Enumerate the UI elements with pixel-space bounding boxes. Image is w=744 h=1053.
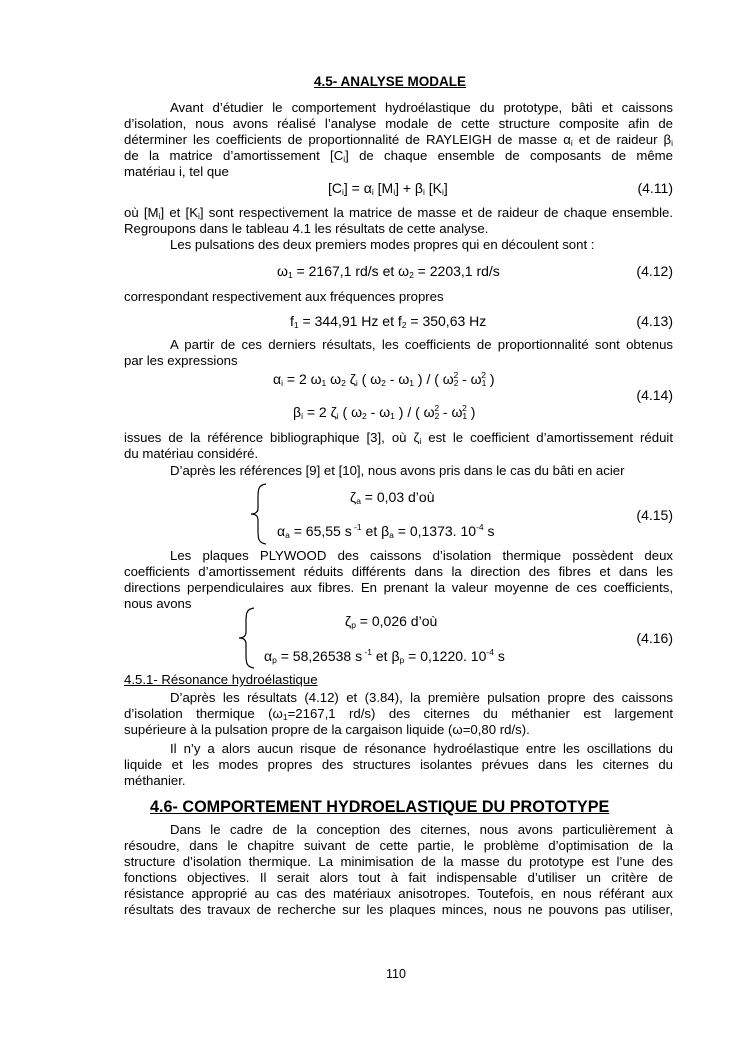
equation-4-15-zeta: $\zeta_a = 0,03$ d’où [350,489,435,506]
equation-number: (4.15) [636,507,673,523]
equation-number: (4.16) [636,630,673,646]
equation-4-12: $\omega_1 = 2167,1$ rd/s et $\omega_2 = 2203,1$ rd/s [277,263,500,280]
paragraph-line: déterminer les coefficients de proportionnalité de RAYLEIGH de masse $\alpha_i$ et de raideur $\beta_i$ [124,132,673,148]
paragraph-line: matériau i, tel que [124,164,229,179]
paragraph-line: coefficients d’amortissement réduits différents dans la direction des fibres et dans les [124,564,673,579]
curly-brace-icon [236,606,258,670]
paragraph-line: D’après les références [9] et [10], nous avons pris dans le cas du bâti en acier [170,463,625,478]
section-title-4-6: 4.6- COMPORTEMENT HYDROELASTIQUE DU PROTOTYPE [150,798,610,816]
paragraph-line: Il n’y a alors aucun risque de résonance hydroélastique entre les oscillations du [170,741,673,756]
paragraph-line: de la matrice d’amortissement $[C_i]$ de chaque ensemble de composants de même [124,148,673,164]
paragraph-line: résistance approprié au cas des matériaux anisotropes. Toutefois, en nous référant aux [124,886,673,901]
page-number: 110 [386,967,406,981]
equation-4-13: $f_1 = 344,91$ Hz et $f_2 = 350,63$ Hz [290,313,487,330]
equation-4-15-alpha-beta: $\alpha_a = 65,55$ s $^{-1}$ et $\beta_a = 0,1373$. $10^{-4}$ s [277,522,495,540]
equation-4-11: $[C_i] = \alpha_i$ $[M_i] + \beta_i$ $[K_i]$ [328,180,448,197]
paragraph-line: fonctions objectives. Il serait alors tout à fait indispensable d’utiliser un critère de [124,870,673,885]
paragraph-line: d’isolation thermique ($\omega_1=2167,1$ rd/s) des citernes du méthanier est largement [124,706,673,722]
equation-number: (4.13) [636,313,673,329]
paragraph-line: liquide et les modes propres des structures isolantes prévues dans les citernes du [124,757,673,772]
equation-4-16-zeta: $\zeta_p = 0,026$ d’où [345,613,438,630]
paragraph-line: correspondant respectivement aux fréquences propres [124,289,444,304]
paragraph-line: où $[M_i]$ et $[K_i]$ sont respectivement la matrice de masse et de raideur de chaque ensemble. [124,205,674,221]
paragraph-line: résoudre, dans le chapitre suivant de cette partie, le problème d’optimisation de la [124,838,673,853]
equation-4-16-alpha-beta: $\alpha_p = 58,26538$ s $^{-1}$ et $\beta_p = 0,1220$. $10^{-4}$ s [264,647,505,665]
paragraph-line: Les pulsations des deux premiers modes propres qui en découlent sont : [170,237,595,252]
paragraph-line: résultats des travaux de recherche sur les plaques minces, nous ne pouvons pas utiliser, [124,902,673,917]
equation-4-14-beta: $\beta_i = 2$ $\zeta_i$ ( $\omega_2 - \omega_1$ ) / ( $\omega_2^2 - \omega_1^2$ ) [293,403,476,421]
paragraph-line: A partir de ces derniers résultats, les coefficients de proportionnalité sont obtenus [170,337,673,352]
paragraph-line: d’isolation, nous avons réalisé l’analyse modale de cette structure composite afin de [124,116,673,131]
equation-number: (4.11) [637,180,673,196]
section-title-4-5-1: 4.5.1- Résonance hydroélastique [124,672,318,687]
paragraph-line: méthanier. [124,773,186,788]
paragraph-line: supérieure à la pulsation propre de la cargaison liquide (ω=0,80 rd/s). [124,722,530,737]
paragraph-line: Dans le cadre de la conception des citernes, nous avons particulièrement à [170,822,673,837]
paragraph-line: par les expressions [124,353,238,368]
paragraph-line: directions perpendiculaires aux fibres. En prenant la valeur moyenne de ces coefficients, [124,580,673,595]
equation-number: (4.14) [636,387,673,403]
paragraph-line: D’après les résultats (4.12) et (3.84), la première pulsation propre des caissons [170,690,673,705]
paragraph-line: nous avons [124,596,192,611]
paragraph-line: Avant d’étudier le comportement hydroélastique du prototype, bâti et caissons [170,100,673,115]
section-title-4-5: 4.5- ANALYSE MODALE [314,74,467,89]
paragraph-line: issues de la référence bibliographique [3], où $\zeta_i$ est le coefficient d’amortissement réduit [124,430,673,446]
paragraph-line: du matériau considéré. [124,446,259,461]
equation-4-14-alpha: $\alpha_i = 2$ $\omega_1$ $\omega_2$ $\zeta_i$ ( $\omega_2 - \omega_1$ ) / ( $\omega_2^2 - \omega_1^2$ ) [273,370,495,388]
paragraph-line: Les plaques PLYWOOD des caissons d’isolation thermique possèdent deux [170,548,673,563]
equation-number: (4.12) [636,263,673,279]
paragraph-line: structure d’isolation thermique. La minimisation de la masse du prototype est l’une des [124,854,673,869]
paragraph-line: Regroupons dans le tableau 4.1 les résultats de cette analyse. [124,221,489,236]
curly-brace-icon [248,482,270,546]
